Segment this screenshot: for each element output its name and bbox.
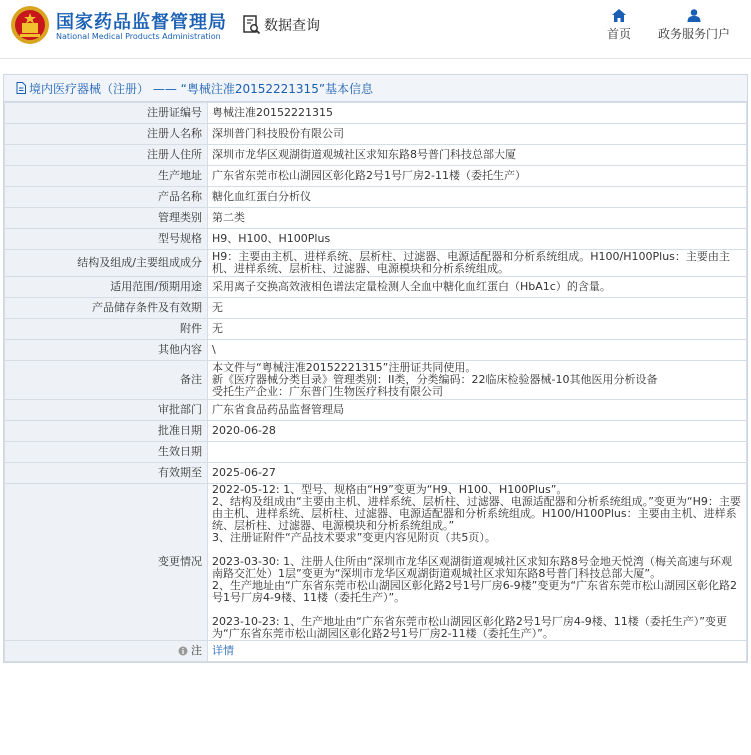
row-value: H9、H100、H100Plus bbox=[208, 229, 747, 250]
remark-line: 本文件与“粤械注准20152221315”注册证共同使用。 bbox=[212, 361, 477, 374]
row-value: 无 bbox=[208, 298, 747, 319]
nav-portal-label: 政务服务门户 bbox=[657, 27, 730, 41]
change-line: 3、注册证附件“产品技术要求”变更内容见附页（共5页）。 bbox=[212, 531, 496, 544]
row-label: 注册证编号 bbox=[5, 103, 208, 124]
change-block bbox=[212, 616, 742, 640]
row-label: 有效期至 bbox=[5, 463, 208, 484]
table-row bbox=[5, 400, 747, 421]
change-line: 2023-03-30: 1、注册人住所由“深圳市龙华区观湖街道观城社区求知东路8号金地天悦湾（梅关高速与环观南路交汇处）1层”变更为“深圳市龙华区观湖街道观城社区求知东路8号普门科技总部大厦”。 bbox=[212, 555, 732, 580]
row-value: 广东省食品药品监督管理局 bbox=[208, 400, 747, 421]
table-row bbox=[5, 145, 747, 166]
row-label: 结构及组成/主要组成成分 bbox=[5, 250, 208, 277]
table-row bbox=[5, 250, 747, 277]
table-row bbox=[5, 208, 747, 229]
document-icon bbox=[16, 82, 26, 94]
row-value: 采用离子交换高效液相色谱法定量检测人全血中糖化血红蛋白（HbA1c）的含量。 bbox=[208, 277, 747, 298]
home-icon bbox=[612, 9, 626, 22]
table-row bbox=[5, 277, 747, 298]
row-value: 第二类 bbox=[208, 208, 747, 229]
table-row bbox=[5, 421, 747, 442]
row-label: 其他内容 bbox=[5, 340, 208, 361]
site-header bbox=[0, 0, 751, 59]
row-value bbox=[208, 442, 747, 463]
row-label: 产品储存条件及有效期 bbox=[5, 298, 208, 319]
change-line: 2022-05-12: 1、型号、规格由“H9”变更为“H9、H100、H100Plus”。 bbox=[212, 483, 568, 496]
row-label: 注册人住所 bbox=[5, 145, 208, 166]
row-value: 粤械注准20152221315 bbox=[208, 103, 747, 124]
national-emblem-logo bbox=[10, 5, 50, 45]
registration-info-table bbox=[4, 102, 747, 662]
user-icon bbox=[687, 9, 701, 22]
row-value: 2025-06-27 bbox=[208, 463, 747, 484]
change-block bbox=[212, 484, 742, 544]
change-line: 2023-10-23: 1、生产地址由“广东省东莞市松山湖园区彰化路2号1号厂房4-9楼、11楼（委托生产）”变更为“广东省东莞市松山湖园区彰化路2号1号厂房2-11楼（委托生产）”。 bbox=[212, 615, 727, 640]
data-query-label: 数据查询 bbox=[264, 18, 320, 34]
table-row bbox=[5, 229, 747, 250]
details-link[interactable]: 详情 bbox=[212, 644, 234, 657]
remark-value bbox=[208, 361, 747, 400]
data-query-title[interactable] bbox=[243, 15, 320, 35]
detail-panel bbox=[3, 74, 748, 663]
row-label: 产品名称 bbox=[5, 187, 208, 208]
nav-service-portal[interactable] bbox=[656, 9, 732, 42]
row-label: 变更情况 bbox=[5, 484, 208, 641]
table-row bbox=[5, 103, 747, 124]
nav-home-label: 首页 bbox=[606, 27, 631, 41]
panel-header bbox=[4, 75, 747, 102]
change-line: 2、生产地址由“广东省东莞市松山湖园区彰化路2号1号厂房6-9楼”变更为“广东省东莞市松山湖园区彰化路2号1号厂房4-9楼、11楼（委托生产）”。 bbox=[212, 579, 738, 604]
remark-line: 受托生产企业：广东普门生物医疗科技有限公司 bbox=[212, 385, 443, 398]
change-line: 2、结构及组成由“主要由主机、进样系统、层析柱、过滤器、电源适配器和分析系统组成。”变更为“H9：主要由主机、进样系统、层析柱、过滤器、电源适配器和分析系统组成。H100/H100Plus：主要由主机、进样系统、层析柱、过滤器、电源模块和分析系统组成。” bbox=[212, 495, 741, 532]
table-row bbox=[5, 187, 747, 208]
row-label: 注册人名称 bbox=[5, 124, 208, 145]
agency-name-cn[interactable]: 国家药品监督管理局 bbox=[56, 12, 227, 33]
row-label: 批准日期 bbox=[5, 421, 208, 442]
row-label: 型号规格 bbox=[5, 229, 208, 250]
row-label: 审批部门 bbox=[5, 400, 208, 421]
panel-title: 境内医疗器械（注册） —— “粤械注准20152221315”基本信息 bbox=[29, 81, 374, 96]
row-value: 糖化血红蛋白分析仪 bbox=[208, 187, 747, 208]
table-row bbox=[5, 463, 747, 484]
table-row bbox=[5, 442, 747, 463]
row-label: 备注 bbox=[5, 361, 208, 400]
table-row bbox=[5, 340, 747, 361]
row-label: 生效日期 bbox=[5, 442, 208, 463]
table-row bbox=[5, 361, 747, 400]
row-value: 无 bbox=[208, 319, 747, 340]
note-label: 注 bbox=[191, 644, 202, 657]
info-icon bbox=[178, 646, 188, 656]
row-value: 广东省东莞市松山湖园区彰化路2号1号厂房2-11楼（委托生产） bbox=[208, 166, 747, 187]
row-value: 深圳市龙华区观湖街道观城社区求知东路8号普门科技总部大厦 bbox=[208, 145, 747, 166]
row-value: 2020-06-28 bbox=[208, 421, 747, 442]
table-row bbox=[5, 124, 747, 145]
table-row bbox=[5, 641, 747, 662]
document-search-icon bbox=[243, 15, 261, 35]
changes-value bbox=[208, 484, 747, 641]
table-row bbox=[5, 484, 747, 641]
table-row bbox=[5, 166, 747, 187]
row-label: 附件 bbox=[5, 319, 208, 340]
row-label: 生产地址 bbox=[5, 166, 208, 187]
row-value: \ bbox=[208, 340, 747, 361]
row-value: H9：主要由主机、进样系统、层析柱、过滤器、电源适配器和分析系统组成。H100/H100Plus：主要由主机、进样系统、层析柱、过滤器、电源模块和分析系统组成。 bbox=[208, 250, 747, 277]
row-label: 管理类别 bbox=[5, 208, 208, 229]
table-row bbox=[5, 298, 747, 319]
table-row bbox=[5, 319, 747, 340]
row-label-note bbox=[5, 641, 208, 662]
row-label: 适用范围/预期用途 bbox=[5, 277, 208, 298]
remark-line: 新《医疗器械分类目录》管理类别：II类，分类编码：22临床检验器械-10其他医用分析设备 bbox=[212, 373, 658, 386]
agency-name-en: National Medical Products Administration bbox=[56, 32, 221, 41]
row-value: 深圳普门科技股份有限公司 bbox=[208, 124, 747, 145]
nav-home[interactable] bbox=[604, 9, 634, 42]
change-block bbox=[212, 556, 742, 604]
